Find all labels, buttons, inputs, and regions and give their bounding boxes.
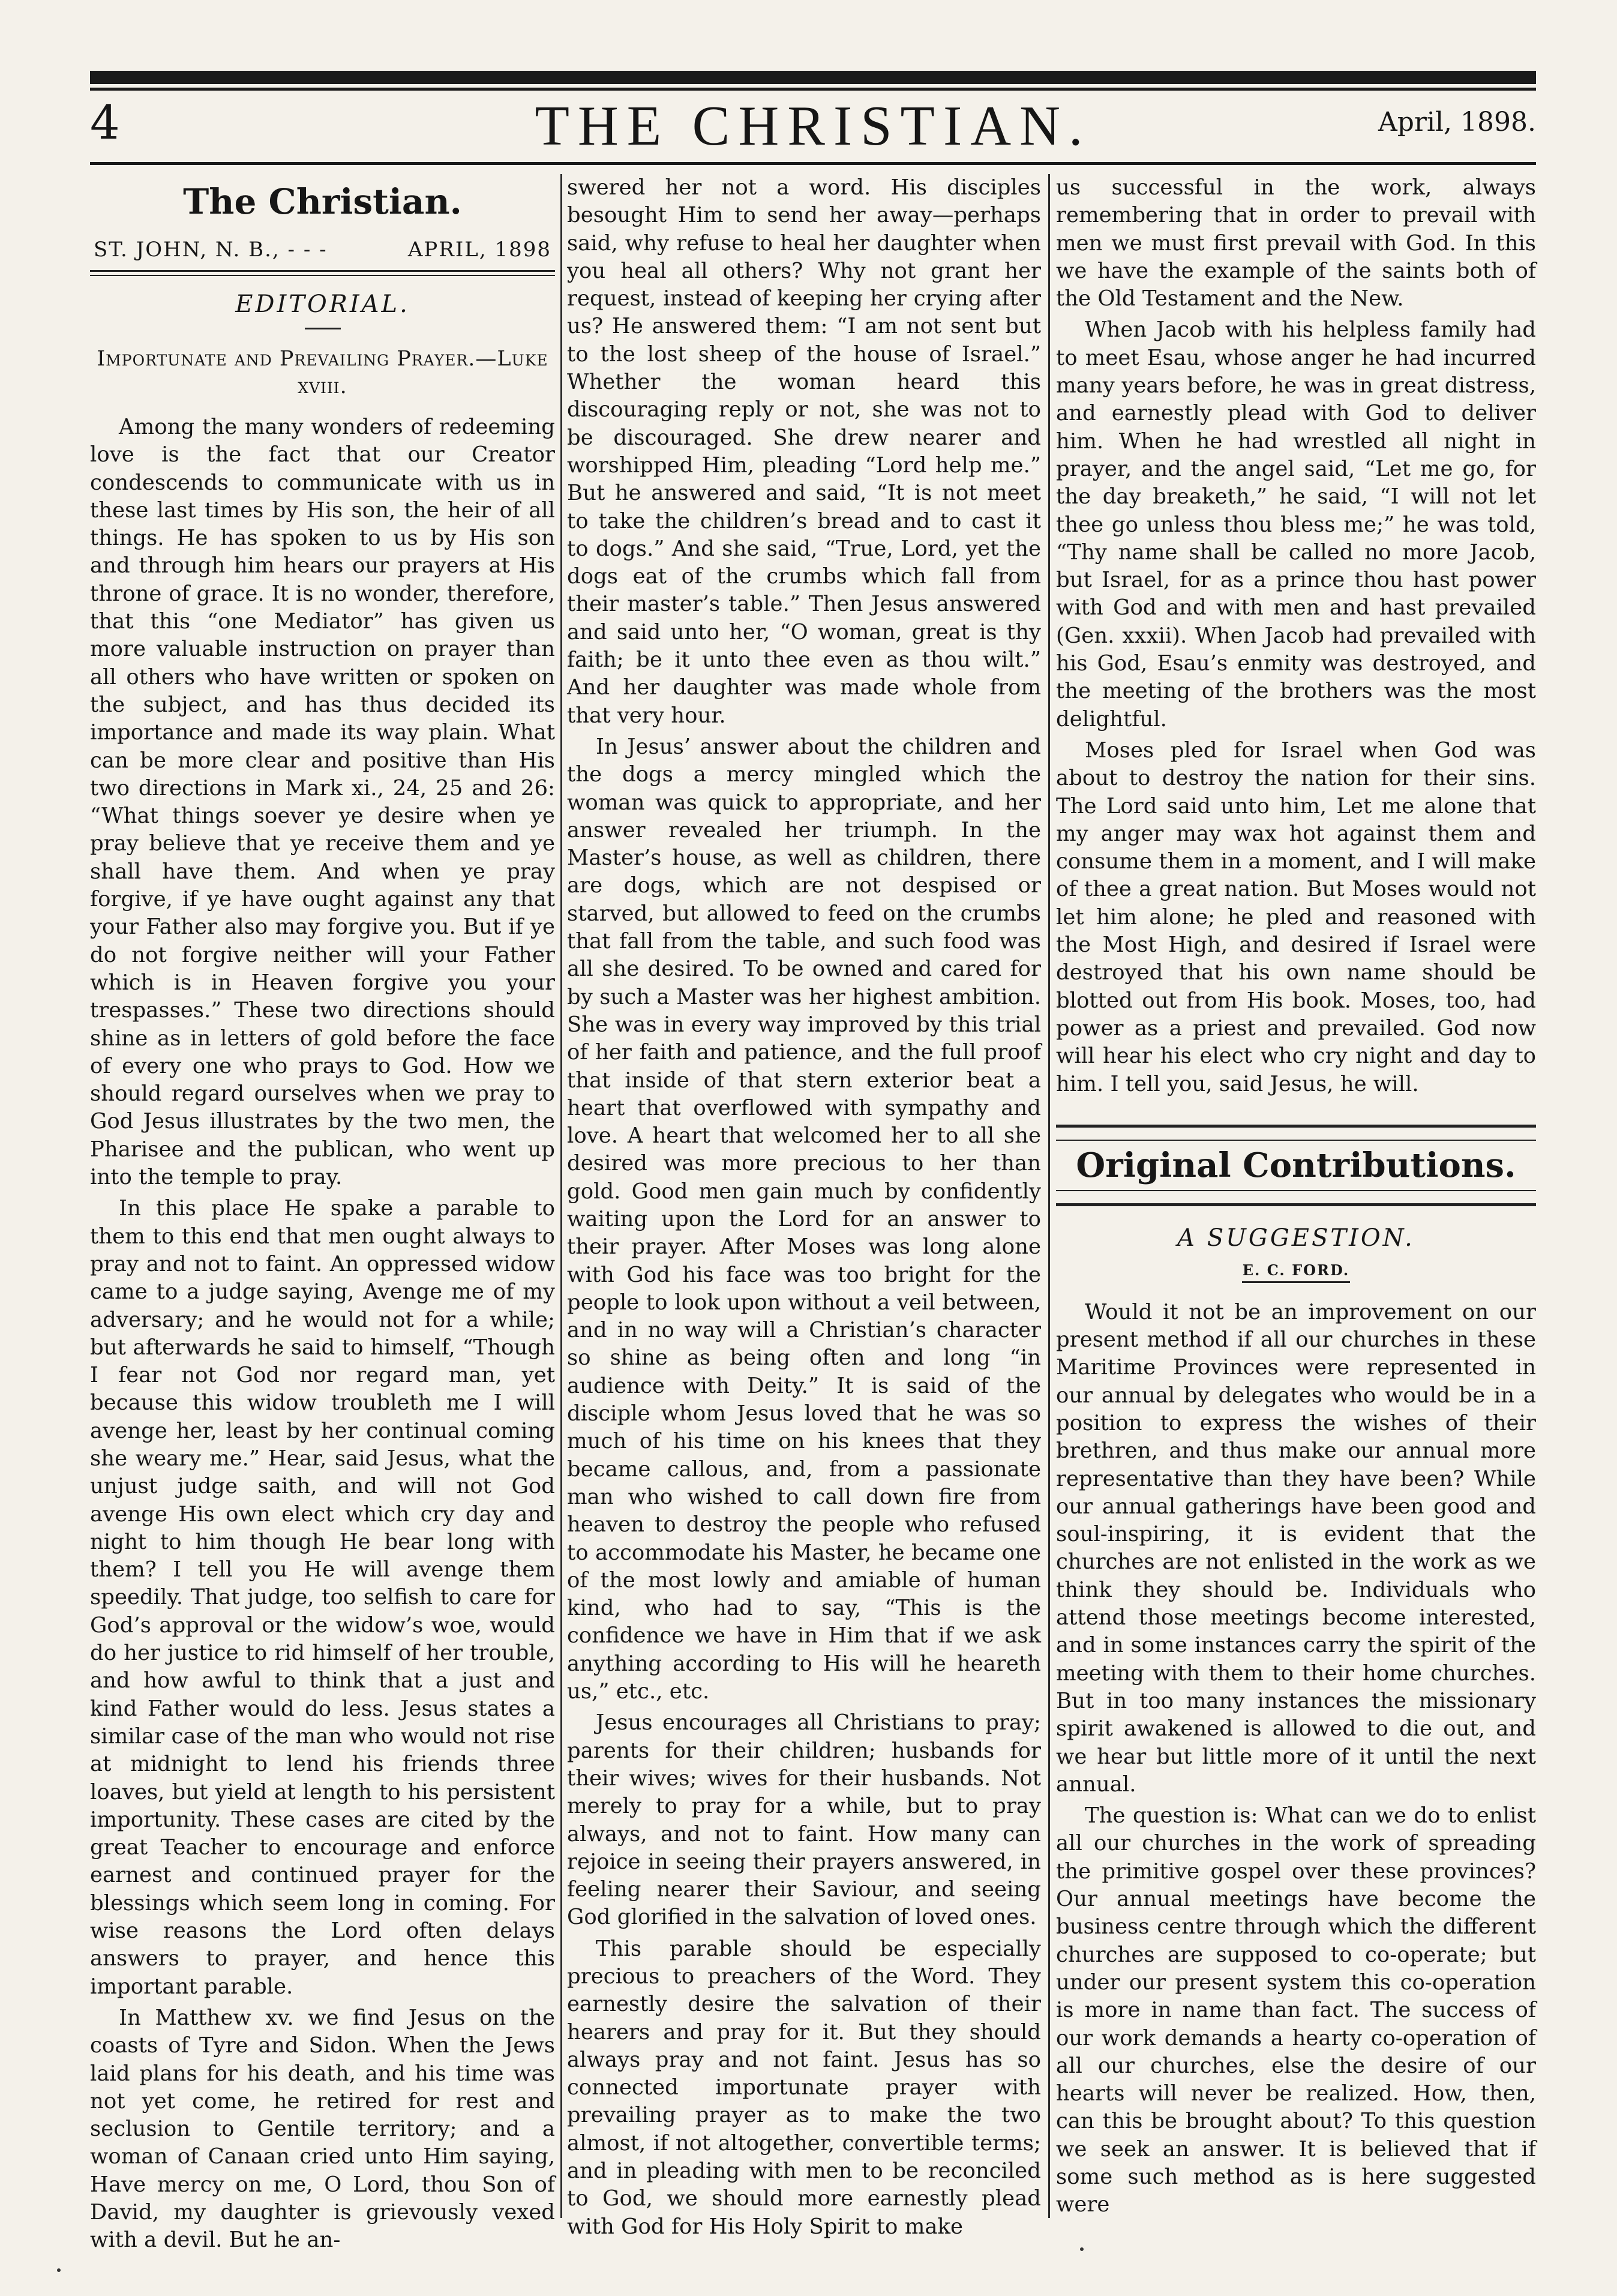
dateline-place: ST. JOHN, N. B., - - - [94,238,328,262]
editorial-paragraph: Among the many wonders of redeeming love is the fact that our Creator condescends to communicate with us in these last times by His son, the heir of all things. He has spoken to us by His son and through him hears our prayers at His throne of grace. It is no wonder, therefore, that this “one Mediator” has given us more valuable instruction on prayer than all others who have written or spoken on the subject, and has thus decided its importance and made its way plain. What can be more clear and positive than His two directions in Mark xi., 24, 25 and 26: “What things soever ye desire when ye pray believe that ye receive them and ye shall have them. And when ye pray forgive, if ye have ought against any that your Father also may forgive you. But if ye do not forgive neither will your Father which is in Heaven forgive you your trespasses.” These two directions should shine as in letters of gold before the face of every one who prays to God. How we should regard ourselves when we pray to God Jesus illustrates by the two men, the Pharisee and the publican, who went up into the temple to pray. [90,415,555,1190]
article-paragraph: Would it not be an improvement on our present method if all our churches in these Maritime Provinces were represented in our annual by delegates who would be in a position to express the wishes of their brethren, and thus make our annual more representative than they have been? While our annual gatherings have been good and soul-inspiring, it is evident that the churches are not enlisted in the work as we think they should be. Individuals who attend those meetings become interested, and in some instances carry the spirit of the meeting with them to their home churches. But in too many instances the missionary spirit awakened is allowed to die out, and we hear but little more of it until the next annual. [1056,1299,1536,1797]
dateline-rule [90,270,555,276]
editorial-title: Importunate and Prevailing Prayer.—Luke xviii. [97,347,548,398]
page-number: 4 [90,96,120,150]
article-title-suggestion: A SUGGESTION. [1177,1224,1415,1252]
issue-date: April, 1898. [1378,107,1536,137]
masthead-bottom-rule [90,162,1536,165]
byline-rule [1242,1281,1350,1283]
newspaper-title: THE CHRISTIAN. [535,95,1091,157]
article-byline: E. C. FORD. [1242,1261,1350,1279]
print-speck [1080,2247,1084,2251]
masthead [90,90,1536,168]
editorial-paragraph: Jesus encourages all Christians to pray; parents for their children; husbands for their wives; wives for their husbands. Not merely to pray for a while, but to pray always, and not to faint. How many can rejoice in seeing their prayers answered, in feeling nearer their Saviour, and seeing God glorified in the salvation of loved ones. [567,1710,1041,1930]
column-divider-2 [1048,174,1050,2218]
article-paragraph: The question is: What can we do to enlist all our churches in the work of spreading the primitive gospel over these provinces? Our annual meetings have become the business centre through which the different churches are supposed to co-operate; but under our present system this co-operation is more in name than fact. The success of our work demands a hearty co-operation of all our churches, else the desire of our hearts will never be realized. How, then, can this be brought about? To this question we seek an answer. It is believed that if some such method as is here suggested were [1056,1803,1536,2217]
dateline [90,233,555,270]
section-banner [1056,1125,1536,1206]
editorial-paragraph: In this place He spake a parable to them to this end that men ought always to pray and not to faint. An oppressed widow came to a judge saying, Avenge me of my adversary; and he would not for a while; but afterwards he said to himself, “Though I fear not God nor regard man, yet because this widow troubleth me I will avenge her, least by her continual coming she weary me.” Hear, said Jesus, what the unjust judge saith, and will not God avenge His own elect which cry day and night to him though He bear long with them? I tell you He will avenge them speedily. That judge, too selfish to care for God’s approval or the widow’s woe, would do her justice to rid himself of her trouble, and how awful to think that a just and kind Father would do less. Jesus states a similar case of the man who would not rise at midnight to lend his friends three loaves, but yield at length to his persistent importunity. These cases are cited by the great Teacher to encourage and enforce earnest and continued prayer for the blessings which seem long in coming. For wise reasons the Lord often delays answers to prayer, and hence this important parable. [90,1196,555,1999]
editorial-paragraph: us successful in the work, always remembering that in order to prevail with men we must first prevail with God. In this we have the example of the saints both of the Old Testament and the New. [1056,175,1536,311]
editorial-paragraph: In Jesus’ answer about the children and the dogs a mercy mingled which the woman was quick to appropriate, and her answer revealed her triumph. In the Master’s house, as well as children, there are dogs, which are not despised or starved, but allowed to feed on the crumbs that fall from the table, and such food was all she desired. To be owned and cared for by such a Master was her highest ambition. She was in every way improved by this trial of her faith and patience, and the full proof that inside of that stern exterior beat a heart that overflowed with sympathy and love. A heart that welcomed her to all she desired was more precious to her than gold. Good men gain much by confidently waiting upon the Lord for an answer to their prayer. After Moses was long alone with God his face was too bright for the people to look upon without a veil between, and in no way will a Christian’s character so shine as being often and long “in audience with Deity.” It is said of the disciple whom Jesus loved that he was so much of his time on his knees that they became callous, and, from a passionate man who wished to call down fire from heaven to destroy the people who refused to accommodate his Master, he became one of the most lowly and amiable of human kind, who had to say, “This is the confidence we have in Him that if we ask anything according to His will he heareth us,” etc., etc. [567,734,1041,1704]
section-heading-editorial: EDITORIAL. [235,290,410,318]
print-speck [57,2268,61,2272]
column-1 [90,174,555,2253]
top-border-rule [90,71,1536,84]
column-divider-1 [560,174,562,2218]
editorial-paragraph: When Jacob with his helpless family had to meet Esau, whose anger he had incurred many years before, he was in great distress, and earnestly plead with God to deliver him. When he had wrestled all night in prayer, and the angel said, “Let me go, for the day breaketh,” he said, “I will not let thee go unless thou bless me;” he was told, “Thy name shall be called no more Jacob, but Israel, for as a prince thou hast power with God and with men and hast prevailed (Gen. xxxii). When Jacob had prevailed with his God, Esau’s enmity was destroyed, and the meeting of the brothers was the most delightful. [1056,317,1536,732]
editorial-paragraph: Moses pled for Israel when God was about to destroy the nation for their sins. The Lord said unto him, Let me alone that my anger may wax hot against them and consume them in a moment, and I will make of thee a great nation. But Moses would not let him alone; he pled and reasoned with the Most High, and desired if Israel were destroyed that his own name should be blotted out from His book. Moses, too, had power as a priest and prevailed. God now will hear his elect who cry night and day to him. I tell you, said Jesus, he will. [1056,738,1536,1096]
section-rule [305,328,341,329]
editorial-paragraph: This parable should be especially precious to preachers of the Word. They earnestly desire the salvation of their hearers and pray for it. But they should always pray and not faint. Jesus has so connected importunate prayer with prevailing prayer as to make the two almost, if not altogether, convertible terms; and in pleading with men to be reconciled to God, we should more earnestly plead with God for His Holy Spirit to make [567,1936,1041,2239]
column-2 [567,174,1041,2239]
section-banner-title: Original Contributions. [1056,1140,1536,1191]
column-3 [1056,174,1536,2218]
paper-nameplate: The Christian. [183,181,462,222]
editorial-paragraph: In Matthew xv. we find Jesus on the coasts of Tyre and Sidon. When the Jews laid plans for his death, and his time was not yet come, he retired for rest and seclusion to Gentile territory; and a woman of Canaan cried unto Him saying, Have mercy on me, O Lord, thou Son of David, my daughter is grievously vexed with a devil. But he an- [90,2005,555,2253]
dateline-date: APRIL, 1898 [407,238,551,262]
editorial-paragraph: swered her not a word. His disciples besought Him to send her away—perhaps said, why refuse to heal her daughter when you heal all others? Why not grant her request, instead of keeping her crying after us? He answered them: “I am not sent but to the lost sheep of the house of Israel.” Whether the woman heard this discouraging reply or not, she was not to be discouraged. She drew nearer and worshipped Him, pleading “Lord help me.” But he answered and said, “It is not meet to take the children’s bread and to cast it to dogs.” And she said, “True, Lord, yet the dogs eat of the crumbs which fall from their master’s table.” Then Jesus answered and said unto her, “O woman, great is thy faith; be it unto thee even as thou wilt.” And her daughter was made whole from that very hour. [567,175,1041,728]
